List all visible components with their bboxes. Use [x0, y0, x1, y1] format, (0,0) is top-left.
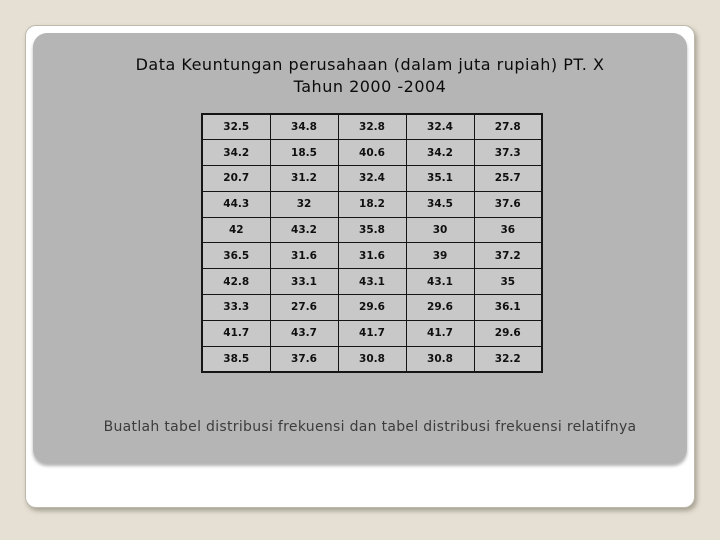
data-cell: 34.2: [406, 140, 474, 166]
instruction-text: Buatlah tabel distribusi frekuensi dan tabel distribusi frekuensi relatifnya: [103, 419, 637, 435]
data-cell: 33.1: [270, 269, 338, 295]
data-cell: 27.8: [474, 114, 542, 140]
data-cell: 42.8: [202, 269, 270, 295]
data-cell: 20.7: [202, 166, 270, 192]
slide-title: [33, 54, 707, 97]
data-cell: 34.8: [270, 114, 338, 140]
data-cell: 32.2: [474, 346, 542, 372]
table-row: [202, 191, 542, 217]
data-cell: 31.6: [338, 243, 406, 269]
data-cell: 37.3: [474, 140, 542, 166]
data-cell: 18.2: [338, 191, 406, 217]
data-cell: 34.5: [406, 191, 474, 217]
data-cell: 35: [474, 269, 542, 295]
data-cell: 33.3: [202, 295, 270, 321]
slide-title-line-2: Tahun 2000 -2004: [293, 76, 447, 96]
data-cell: 29.6: [406, 295, 474, 321]
slide: [25, 25, 695, 508]
data-cell: 35.8: [338, 217, 406, 243]
table-row: [202, 295, 542, 321]
data-cell: 43.1: [406, 269, 474, 295]
data-cell: 36.1: [474, 295, 542, 321]
data-cell: 31.6: [270, 243, 338, 269]
data-cell: 27.6: [270, 295, 338, 321]
table-row: [202, 217, 542, 243]
data-cell: 31.2: [270, 166, 338, 192]
table-row: [202, 114, 542, 140]
data-cell: 32.8: [338, 114, 406, 140]
data-cell: 30.8: [406, 346, 474, 372]
data-cell: 25.7: [474, 166, 542, 192]
table-row: [202, 243, 542, 269]
data-cell: 36.5: [202, 243, 270, 269]
data-table-body: [202, 114, 542, 372]
data-cell: 37.6: [270, 346, 338, 372]
table-row: [202, 269, 542, 295]
data-cell: 18.5: [270, 140, 338, 166]
data-cell: 38.5: [202, 346, 270, 372]
slide-title-line-1: Data Keuntungan perusahaan (dalam juta rupiah) PT. X: [135, 55, 605, 74]
data-cell: 30.8: [338, 346, 406, 372]
table-row: [202, 140, 542, 166]
data-cell: 32.4: [406, 114, 474, 140]
data-cell: 32.4: [338, 166, 406, 192]
data-cell: 32: [270, 191, 338, 217]
data-cell: 41.7: [406, 320, 474, 346]
data-cell: 44.3: [202, 191, 270, 217]
data-cell: 43.1: [338, 269, 406, 295]
table-row: [202, 320, 542, 346]
data-cell: 29.6: [474, 320, 542, 346]
data-cell: 41.7: [202, 320, 270, 346]
data-cell: 36: [474, 217, 542, 243]
data-cell: 29.6: [338, 295, 406, 321]
data-table: [201, 113, 543, 373]
data-cell: 43.2: [270, 217, 338, 243]
data-cell: 37.2: [474, 243, 542, 269]
data-cell: 43.7: [270, 320, 338, 346]
data-cell: 32.5: [202, 114, 270, 140]
data-cell: 42: [202, 217, 270, 243]
data-cell: 37.6: [474, 191, 542, 217]
slide-content-area: [33, 33, 687, 463]
data-cell: 35.1: [406, 166, 474, 192]
data-cell: 40.6: [338, 140, 406, 166]
data-cell: 41.7: [338, 320, 406, 346]
data-cell: 39: [406, 243, 474, 269]
table-row: [202, 166, 542, 192]
data-cell: 34.2: [202, 140, 270, 166]
table-row: [202, 346, 542, 372]
data-cell: 30: [406, 217, 474, 243]
